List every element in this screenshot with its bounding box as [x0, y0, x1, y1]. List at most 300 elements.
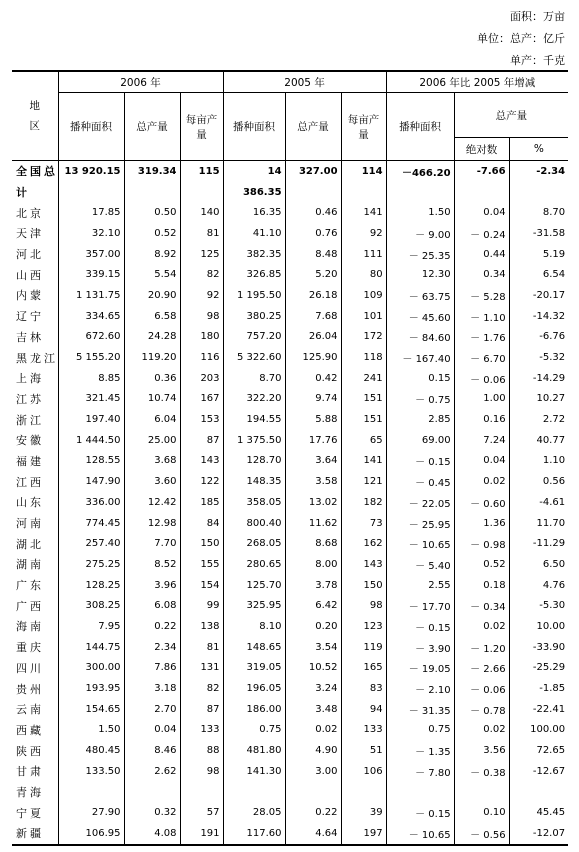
- cell-y05: 39: [341, 802, 386, 823]
- cell-a05: 125.70: [223, 575, 285, 596]
- header-output-2006: 总产量: [124, 93, 180, 161]
- cell-y05: [341, 182, 386, 203]
- cell-y06: 87: [180, 430, 223, 451]
- cell-da: 2.85: [386, 409, 454, 430]
- cell-dpct: -6.76: [509, 327, 568, 348]
- table-row: [12, 161, 568, 182]
- table-row: [12, 471, 568, 492]
- cell-o05: 0.76: [285, 223, 341, 244]
- cell-a06: 147.90: [58, 471, 124, 492]
- region-name: 天津: [16, 227, 44, 241]
- cell-a06: 128.25: [58, 575, 124, 596]
- cell-y06: 203: [180, 368, 223, 389]
- cell-dpct: 2.72: [509, 409, 568, 430]
- cell-y05: 98: [341, 595, 386, 616]
- cell-y06: 150: [180, 533, 223, 554]
- cell-a05: 325.95: [223, 595, 285, 616]
- table-row: [12, 182, 568, 203]
- cell-dabs: 1.00: [454, 389, 509, 410]
- cell-o06: 2.62: [124, 761, 180, 782]
- region-name: 广西: [16, 599, 44, 613]
- table-row: [12, 430, 568, 451]
- cell-o06: 119.20: [124, 347, 180, 368]
- units-note: [477, 6, 565, 72]
- table-row: [12, 699, 568, 720]
- cell-da: － 31.35: [386, 699, 454, 720]
- cell-o06: 3.18: [124, 678, 180, 699]
- cell-da: 2.55: [386, 575, 454, 596]
- unit-total: 单位：总产：亿斤: [477, 32, 565, 45]
- cell-y05: [341, 782, 386, 803]
- cell-dabs: 0.52: [454, 554, 509, 575]
- cell-da: － 45.60: [386, 306, 454, 327]
- header-region: 地 区: [12, 71, 58, 161]
- cell-a06: 257.40: [58, 533, 124, 554]
- region-name: 安徽: [16, 434, 44, 448]
- cell-dpct: -12.07: [509, 823, 568, 845]
- cell-dpct: -2.34: [509, 161, 568, 182]
- cell-y06: 88: [180, 740, 223, 761]
- cell-o05: 3.78: [285, 575, 341, 596]
- cell-y06: 167: [180, 389, 223, 410]
- cell-a05: 186.00: [223, 699, 285, 720]
- cell-y05: 51: [341, 740, 386, 761]
- cell-o06: 4.08: [124, 823, 180, 845]
- region-name: 云南: [16, 703, 44, 717]
- cell-a06: 144.75: [58, 637, 124, 658]
- cell-da: － 0.15: [386, 802, 454, 823]
- cell-o05: 8.48: [285, 244, 341, 265]
- cell-dabs: － 0.56: [454, 823, 509, 845]
- cell-y05: 83: [341, 678, 386, 699]
- cell-da: － 0.15: [386, 616, 454, 637]
- cell-y06: 81: [180, 223, 223, 244]
- cell-o06: 8.46: [124, 740, 180, 761]
- region-name: 宁夏: [16, 806, 44, 820]
- cell-y06: 138: [180, 616, 223, 637]
- cell-y06: 99: [180, 595, 223, 616]
- cell-o05: 17.76: [285, 430, 341, 451]
- region-name: 吉林: [16, 330, 44, 344]
- cell-da: 1.50: [386, 202, 454, 223]
- cell-o05: 7.68: [285, 306, 341, 327]
- region-name: 青海: [16, 785, 44, 799]
- cell-a06: 321.45: [58, 389, 124, 410]
- cell-o05: 13.02: [285, 492, 341, 513]
- cell-dpct: [509, 782, 568, 803]
- cell-dpct: -5.30: [509, 595, 568, 616]
- cell-dabs: － 1.10: [454, 306, 509, 327]
- cell-a05: 757.20: [223, 327, 285, 348]
- header-abs: 绝对数: [454, 138, 509, 161]
- region-name: 黑龙江: [16, 351, 58, 365]
- cell-y06: 87: [180, 699, 223, 720]
- cell-o06: 12.42: [124, 492, 180, 513]
- cell-dabs: 0.18: [454, 575, 509, 596]
- cell-o06: 8.52: [124, 554, 180, 575]
- cell-y05: 197: [341, 823, 386, 845]
- cell-a06: 672.60: [58, 327, 124, 348]
- cell-o05: 26.04: [285, 327, 341, 348]
- region-name: 四川: [16, 661, 44, 675]
- cell-o06: 3.96: [124, 575, 180, 596]
- region-name: 山西: [16, 268, 44, 282]
- cell-dpct: -1.85: [509, 678, 568, 699]
- cell-a06: 480.45: [58, 740, 124, 761]
- cell-o06: 0.04: [124, 720, 180, 741]
- region-name: 内蒙: [16, 289, 44, 303]
- cell-a06: 339.15: [58, 264, 124, 285]
- cell-a05: 28.05: [223, 802, 285, 823]
- region-name: 山东: [16, 496, 44, 510]
- region-name: 全国总: [12, 161, 58, 182]
- cell-a05: 0.75: [223, 720, 285, 741]
- cell-o05: 5.88: [285, 409, 341, 430]
- cell-dabs: － 0.38: [454, 761, 509, 782]
- cell-dabs: 0.02: [454, 616, 509, 637]
- table-row: [12, 554, 568, 575]
- cell-da: － 19.05: [386, 658, 454, 679]
- region-name: 西藏: [16, 723, 44, 737]
- cell-y05: 162: [341, 533, 386, 554]
- cell-o05: [285, 182, 341, 203]
- cell-a06: 357.00: [58, 244, 124, 265]
- cell-a06: 334.65: [58, 306, 124, 327]
- cell-a05: 8.10: [223, 616, 285, 637]
- region-name: 陕西: [16, 744, 44, 758]
- cell-y06: 122: [180, 471, 223, 492]
- cell-o05: 26.18: [285, 285, 341, 306]
- cell-o06: 0.32: [124, 802, 180, 823]
- cell-o06: 2.34: [124, 637, 180, 658]
- cell-dabs: 3.56: [454, 740, 509, 761]
- cell-dpct: 45.45: [509, 802, 568, 823]
- table-row: [12, 513, 568, 534]
- cell-o06: 20.90: [124, 285, 180, 306]
- cell-dabs: 0.04: [454, 451, 509, 472]
- cell-o05: 3.00: [285, 761, 341, 782]
- cell-dpct: 10.27: [509, 389, 568, 410]
- cell-a05: [223, 782, 285, 803]
- cell-da: － 10.65: [386, 533, 454, 554]
- cell-dabs: [454, 782, 509, 803]
- cell-y05: 111: [341, 244, 386, 265]
- cell-y06: 81: [180, 637, 223, 658]
- cell-dabs: -7.66: [454, 161, 509, 182]
- cell-da: － 7.80: [386, 761, 454, 782]
- cell-o05: 6.42: [285, 595, 341, 616]
- table-row: [12, 368, 568, 389]
- cell-y05: 143: [341, 554, 386, 575]
- table-row: [12, 285, 568, 306]
- cell-o05: 0.02: [285, 720, 341, 741]
- cell-o05: 0.20: [285, 616, 341, 637]
- cell-y06: 140: [180, 202, 223, 223]
- cell-o05: 4.64: [285, 823, 341, 845]
- cell-a05: 319.05: [223, 658, 285, 679]
- cell-o06: 6.08: [124, 595, 180, 616]
- cell-a06: [58, 782, 124, 803]
- cell-da: －466.20: [386, 161, 454, 182]
- table-row: [12, 720, 568, 741]
- cell-y06: 131: [180, 658, 223, 679]
- cell-y06: 98: [180, 761, 223, 782]
- cell-da: － 1.35: [386, 740, 454, 761]
- cell-o05: 9.74: [285, 389, 341, 410]
- table-body: [12, 161, 568, 845]
- region-name: 福建: [16, 454, 44, 468]
- cell-dabs: 0.02: [454, 471, 509, 492]
- cell-o06: 6.58: [124, 306, 180, 327]
- header-output-change: 总产量: [454, 93, 568, 138]
- cell-da: － 22.05: [386, 492, 454, 513]
- cell-y06: [180, 782, 223, 803]
- cell-o05: 3.24: [285, 678, 341, 699]
- cell-a05: 280.65: [223, 554, 285, 575]
- cell-dpct: [509, 182, 568, 203]
- cell-a06: 1 444.50: [58, 430, 124, 451]
- cell-a05: 196.05: [223, 678, 285, 699]
- header-pct: %: [509, 138, 568, 161]
- cell-a06: 300.00: [58, 658, 124, 679]
- cell-a06: 308.25: [58, 595, 124, 616]
- cell-a06: 8.85: [58, 368, 124, 389]
- cell-dabs: － 2.66: [454, 658, 509, 679]
- cell-a06: 1 131.75: [58, 285, 124, 306]
- region-name: 上海: [16, 372, 44, 386]
- cell-y05: 121: [341, 471, 386, 492]
- region-name: 北京: [16, 206, 44, 220]
- cell-y05: 119: [341, 637, 386, 658]
- cell-a06: 17.85: [58, 202, 124, 223]
- cell-o05: 125.90: [285, 347, 341, 368]
- cell-a05: 141.30: [223, 761, 285, 782]
- cell-o05: 327.00: [285, 161, 341, 182]
- cell-dpct: -4.61: [509, 492, 568, 513]
- header-2006: 2006 年: [58, 71, 223, 93]
- cell-o05: 0.22: [285, 802, 341, 823]
- cell-o06: [124, 782, 180, 803]
- cell-y06: 133: [180, 720, 223, 741]
- cell-a06: 193.95: [58, 678, 124, 699]
- cell-y06: 191: [180, 823, 223, 845]
- cell-o06: 3.68: [124, 451, 180, 472]
- cell-da: － 2.10: [386, 678, 454, 699]
- table-row: [12, 678, 568, 699]
- cell-a05: 14: [223, 161, 285, 182]
- cell-dpct: 100.00: [509, 720, 568, 741]
- region-name: 辽宁: [16, 310, 44, 324]
- cell-a06: 7.95: [58, 616, 124, 637]
- cell-dpct: 6.54: [509, 264, 568, 285]
- cell-dabs: [454, 182, 509, 203]
- cell-dpct: 10.00: [509, 616, 568, 637]
- cell-y05: 73: [341, 513, 386, 534]
- table-row: [12, 740, 568, 761]
- table-row: [12, 327, 568, 348]
- cell-dpct: -31.58: [509, 223, 568, 244]
- cell-a06: 154.65: [58, 699, 124, 720]
- cell-dabs: 0.02: [454, 720, 509, 741]
- cell-a05: 1 375.50: [223, 430, 285, 451]
- cell-da: 12.30: [386, 264, 454, 285]
- cell-y06: 153: [180, 409, 223, 430]
- cell-y06: 115: [180, 161, 223, 182]
- cell-da: － 25.95: [386, 513, 454, 534]
- region-name: 河北: [16, 248, 44, 262]
- cell-y05: 65: [341, 430, 386, 451]
- cell-dpct: -14.29: [509, 368, 568, 389]
- cell-y05: 141: [341, 451, 386, 472]
- table-row: [12, 451, 568, 472]
- cell-y05: 151: [341, 389, 386, 410]
- region-name: 浙江: [16, 413, 44, 427]
- region-name: 广东: [16, 579, 44, 593]
- cell-o06: 3.60: [124, 471, 180, 492]
- cell-o06: 2.70: [124, 699, 180, 720]
- cell-y05: 151: [341, 409, 386, 430]
- cell-y06: 154: [180, 575, 223, 596]
- cell-o06: 319.34: [124, 161, 180, 182]
- cell-a06: 133.50: [58, 761, 124, 782]
- cell-dpct: 4.76: [509, 575, 568, 596]
- cell-a06: 32.10: [58, 223, 124, 244]
- cell-a05: 382.35: [223, 244, 285, 265]
- cell-y06: 82: [180, 678, 223, 699]
- cell-da: － 3.90: [386, 637, 454, 658]
- table-header: [12, 71, 568, 161]
- cell-o06: 0.22: [124, 616, 180, 637]
- cell-o06: 7.86: [124, 658, 180, 679]
- table-row: [12, 223, 568, 244]
- cell-da: － 10.65: [386, 823, 454, 845]
- cell-dabs: － 1.20: [454, 637, 509, 658]
- table-row: [12, 389, 568, 410]
- region-name: 海南: [16, 620, 44, 634]
- cell-y05: 133: [341, 720, 386, 741]
- cell-da: － 0.75: [386, 389, 454, 410]
- table-row: [12, 782, 568, 803]
- cell-dpct: -25.29: [509, 658, 568, 679]
- cell-dabs: － 0.98: [454, 533, 509, 554]
- cell-a05: 358.05: [223, 492, 285, 513]
- cell-da: － 84.60: [386, 327, 454, 348]
- cell-y06: 143: [180, 451, 223, 472]
- cell-dabs: － 1.76: [454, 327, 509, 348]
- cell-y06: 82: [180, 264, 223, 285]
- table-row: [12, 658, 568, 679]
- cell-y05: 94: [341, 699, 386, 720]
- cell-y05: 123: [341, 616, 386, 637]
- cell-da: － 25.35: [386, 244, 454, 265]
- cell-a06: 275.25: [58, 554, 124, 575]
- cell-y06: 180: [180, 327, 223, 348]
- table-row: [12, 595, 568, 616]
- cell-dpct: -11.29: [509, 533, 568, 554]
- cell-o05: 10.52: [285, 658, 341, 679]
- header-yield-2006: 每亩产 量: [180, 93, 223, 161]
- cell-o05: 5.20: [285, 264, 341, 285]
- cell-dpct: 0.56: [509, 471, 568, 492]
- cell-o05: 3.64: [285, 451, 341, 472]
- cell-y05: 80: [341, 264, 386, 285]
- cell-o05: 4.90: [285, 740, 341, 761]
- cell-da: [386, 182, 454, 203]
- cell-o06: 0.36: [124, 368, 180, 389]
- cell-da: － 0.15: [386, 451, 454, 472]
- cell-dpct: -12.67: [509, 761, 568, 782]
- table-row: [12, 637, 568, 658]
- cell-y05: 182: [341, 492, 386, 513]
- cell-dpct: 40.77: [509, 430, 568, 451]
- cell-o06: 7.70: [124, 533, 180, 554]
- cell-dabs: 0.44: [454, 244, 509, 265]
- cell-y06: 185: [180, 492, 223, 513]
- cell-y05: 118: [341, 347, 386, 368]
- cell-y05: 241: [341, 368, 386, 389]
- cell-da: － 63.75: [386, 285, 454, 306]
- table-row: [12, 761, 568, 782]
- cell-y06: 84: [180, 513, 223, 534]
- cell-y05: 114: [341, 161, 386, 182]
- cell-dabs: 0.34: [454, 264, 509, 285]
- cell-a05: 16.35: [223, 202, 285, 223]
- cell-dabs: － 5.28: [454, 285, 509, 306]
- cell-y05: 109: [341, 285, 386, 306]
- cell-dabs: 0.16: [454, 409, 509, 430]
- cell-da: － 5.40: [386, 554, 454, 575]
- cell-y06: 125: [180, 244, 223, 265]
- cell-dabs: 1.36: [454, 513, 509, 534]
- cell-dpct: 1.10: [509, 451, 568, 472]
- cell-y06: [180, 182, 223, 203]
- cell-a06: 5 155.20: [58, 347, 124, 368]
- table-row: [12, 575, 568, 596]
- cell-dpct: -33.90: [509, 637, 568, 658]
- cell-o05: 8.00: [285, 554, 341, 575]
- table-row: [12, 492, 568, 513]
- cell-dpct: 5.19: [509, 244, 568, 265]
- cell-da: － 167.40: [386, 347, 454, 368]
- cell-a05: 800.40: [223, 513, 285, 534]
- cell-da: － 9.00: [386, 223, 454, 244]
- cell-o06: 5.54: [124, 264, 180, 285]
- cell-y06: 98: [180, 306, 223, 327]
- cell-o06: 6.04: [124, 409, 180, 430]
- cell-o05: 3.58: [285, 471, 341, 492]
- cell-a05: 5 322.60: [223, 347, 285, 368]
- cell-y05: 165: [341, 658, 386, 679]
- header-sown-2006: 播种面积: [58, 93, 124, 161]
- cell-a06: 336.00: [58, 492, 124, 513]
- cell-a05: 41.10: [223, 223, 285, 244]
- region-name: 江西: [16, 475, 44, 489]
- header-yield-2005: 每亩产 量: [341, 93, 386, 161]
- cell-a05: 380.25: [223, 306, 285, 327]
- table-row: [12, 347, 568, 368]
- cell-o06: 10.74: [124, 389, 180, 410]
- region-name: 江苏: [16, 392, 44, 406]
- header-2005: 2005 年: [223, 71, 386, 93]
- header-sown-change: 播种面积: [386, 93, 454, 161]
- cell-dabs: － 0.60: [454, 492, 509, 513]
- cell-a05: 8.70: [223, 368, 285, 389]
- header-sown-2005: 播种面积: [223, 93, 285, 161]
- cell-o05: 3.48: [285, 699, 341, 720]
- cell-o05: 0.46: [285, 202, 341, 223]
- cell-o05: 0.42: [285, 368, 341, 389]
- cell-da: － 0.45: [386, 471, 454, 492]
